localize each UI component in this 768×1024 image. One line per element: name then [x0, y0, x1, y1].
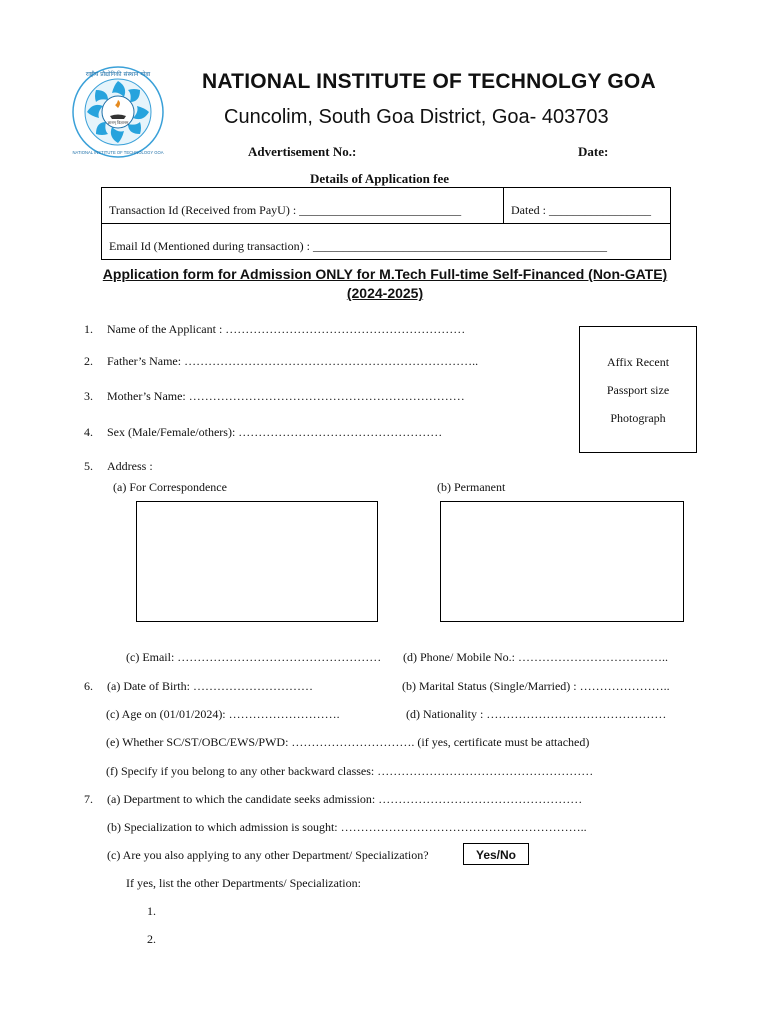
q2-number: 2.	[84, 354, 93, 368]
category-field[interactable]: (e) Whether SC/ST/OBC/EWS/PWD: …………………………. (if yes, certificate must be attached)	[106, 735, 590, 749]
fee-heading: Details of Application fee	[310, 171, 450, 186]
institute-name: NATIONAL INSTITUTE OF TECHNOLGY GOA	[202, 70, 656, 93]
backward-class-field[interactable]: (f) Specify if you belong to any other backward classes: ………………………………………………	[106, 764, 594, 778]
permanent-address-label: (b) Permanent	[437, 480, 506, 494]
q1-number: 1.	[84, 322, 93, 336]
correspondence-address-label: (a) For Correspondence	[113, 480, 227, 494]
institute-address: Cuncolim, South Goa District, Goa- 403703	[224, 106, 609, 128]
applicant-name-field[interactable]: Name of the Applicant : ……………………………………………………	[107, 322, 466, 336]
address-label: Address :	[107, 459, 153, 473]
other-department-question: (c) Are you also applying to any other Department/ Specialization?	[107, 848, 429, 862]
specialization-field[interactable]: (b) Specialization to which admission is sought: ……………………………………………………..	[107, 820, 587, 834]
nationality-field[interactable]: (d) Nationality : ………………………………………	[406, 707, 667, 721]
form-title-line2: (2024-2025)	[346, 285, 424, 301]
institute-logo	[72, 66, 164, 158]
logo-english-text: NATIONAL INSTITUTE OF TECHNOLOGY GOA	[72, 150, 164, 155]
q3-number: 3.	[84, 389, 93, 403]
other-department-item-1[interactable]: 1.	[147, 904, 156, 918]
q6-number: 6.	[84, 679, 93, 693]
age-field[interactable]: (c) Age on (01/01/2024): ……………………….	[106, 707, 340, 721]
photo-box-line2: Passport size	[606, 383, 670, 397]
date-label: Date:	[578, 144, 609, 159]
q4-number: 4.	[84, 425, 93, 439]
form-title-line1: Application form for Admission ONLY for M.Tech Full-time Self-Financed (Non-GATE)	[102, 266, 668, 282]
svg-text:ज्ञानम् विज्ञानम्: ज्ञानम् विज्ञानम्	[107, 120, 129, 125]
other-departments-label: If yes, list the other Departments/ Specialization:	[126, 876, 361, 890]
department-field[interactable]: (a) Department to which the candidate seeks admission: ……………………………………………	[107, 792, 583, 806]
email-id-field[interactable]: Email Id (Mentioned during transaction) : _________________________________________________	[102, 224, 671, 260]
mother-name-field[interactable]: Mother’s Name: ……………………………………………………………	[107, 389, 465, 403]
q7-number: 7.	[84, 792, 93, 806]
dob-field[interactable]: (a) Date of Birth: …………………………	[107, 679, 313, 693]
dated-field[interactable]: Dated : _________________	[504, 188, 671, 224]
phone-field[interactable]: (d) Phone/ Mobile No.: ………………………………..	[403, 650, 668, 664]
yes-no-box[interactable]: Yes/No	[463, 843, 529, 865]
email-field[interactable]: (c) Email: ……………………………………………	[126, 650, 382, 664]
q5-number: 5.	[84, 459, 93, 473]
marital-status-field[interactable]: (b) Marital Status (Single/Married) : …………………..	[402, 679, 670, 693]
photo-box[interactable]	[579, 326, 697, 453]
logo-hindi-text: राष्ट्रीय प्रौद्योगिकी संस्थान गोवा	[85, 71, 151, 78]
photo-box-line3: Photograph	[610, 411, 666, 425]
correspondence-address-box[interactable]	[136, 501, 378, 622]
fee-details-table	[101, 187, 671, 260]
other-department-item-2[interactable]: 2.	[147, 932, 156, 946]
advertisement-no-label: Advertisement No.:	[248, 144, 357, 159]
form-title	[60, 265, 710, 303]
sex-field[interactable]: Sex (Male/Female/others): ……………………………………………	[107, 425, 443, 439]
transaction-id-field[interactable]: Transaction Id (Received from PayU) : ___________________________	[102, 188, 504, 224]
permanent-address-box[interactable]	[440, 501, 684, 622]
photo-box-line1: Affix Recent	[606, 355, 670, 369]
father-name-field[interactable]: Father’s Name: ………………………………………………………………..	[107, 354, 479, 368]
